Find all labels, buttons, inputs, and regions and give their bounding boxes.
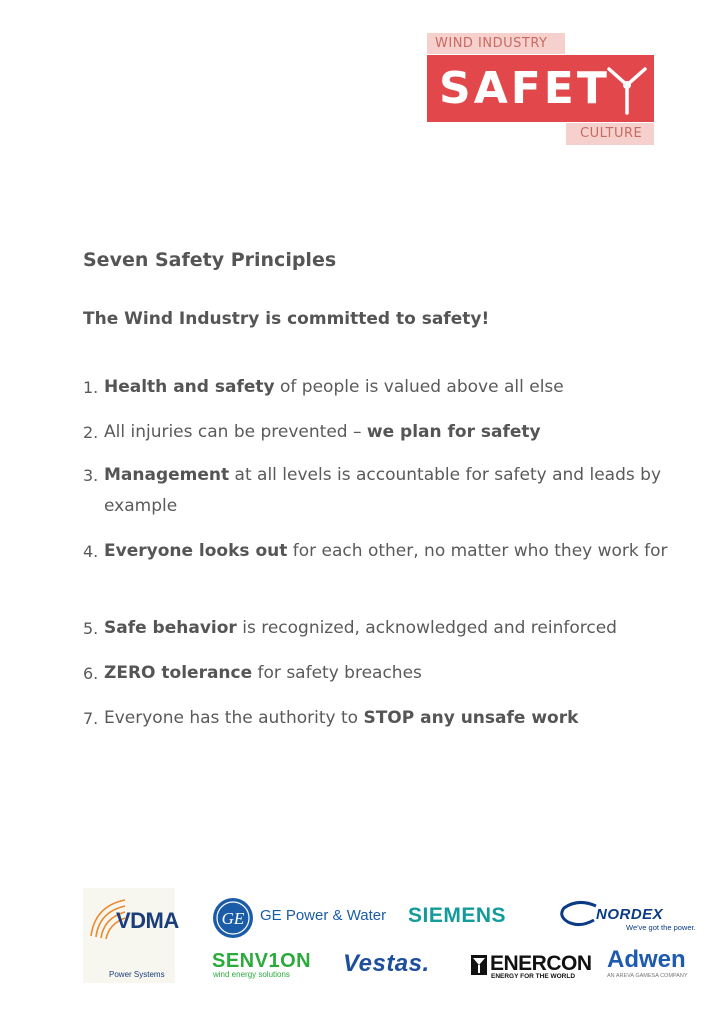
- principle-number: 5.: [83, 619, 99, 638]
- logo-bottom-text: CULTURE: [566, 123, 654, 145]
- principle-number: 2.: [83, 423, 99, 442]
- ge-monogram-icon: [212, 897, 254, 939]
- principle-plain: for safety breaches: [252, 663, 422, 683]
- principle-bold: Health and safety: [104, 377, 275, 397]
- principle-number: 4.: [83, 542, 99, 561]
- nordex-name: NORDEX: [596, 906, 664, 923]
- page-subtitle: The Wind Industry is committed to safety!: [83, 309, 490, 329]
- principle-number: 7.: [83, 709, 99, 728]
- enercon-mark-icon: [471, 955, 487, 975]
- senvion-name: SENV1ON: [212, 950, 312, 972]
- principle-plain: for each other, no matter who they work for: [287, 541, 668, 561]
- principle-text: [104, 536, 674, 567]
- adwen-name: Adwen: [607, 946, 686, 973]
- nordex-swirl-icon: [558, 898, 600, 930]
- enercon-name: ENERCON: [490, 952, 592, 975]
- principle-plain: Everyone has the authority to: [104, 708, 364, 728]
- siemens-name: SIEMENS: [408, 904, 507, 927]
- principle-bold: Everyone looks out: [104, 541, 288, 561]
- vestas-name: Vestas.: [343, 950, 430, 977]
- principle-plain: All injuries can be prevented –: [104, 422, 367, 442]
- logo-safety-text: SAFET: [439, 63, 610, 114]
- principle-number: 3.: [83, 466, 99, 485]
- principle-text: [104, 613, 674, 644]
- enercon-tagline: ENERGY FOR THE WORLD: [491, 973, 576, 980]
- principle-plain: of people is valued above all else: [274, 377, 564, 397]
- senvion-tagline: wind energy solutions: [213, 970, 290, 979]
- principle-text: [104, 460, 674, 522]
- principle-bold: Safe behavior: [104, 618, 237, 638]
- principle-number: 1.: [83, 378, 99, 397]
- principle-bold: ZERO tolerance: [104, 663, 253, 683]
- principle-text: [104, 703, 674, 734]
- ge-monogram: GE: [221, 909, 245, 928]
- logo-top-text: WIND INDUSTRY: [427, 33, 565, 54]
- principle-plain: at all levels is accountable for safety and leads by example: [104, 465, 662, 516]
- principle-text: [104, 372, 674, 403]
- wind-turbine-icon: [603, 61, 651, 117]
- logo-main-band: [427, 55, 654, 122]
- principle-plain: is recognized, acknowledged and reinforced: [236, 618, 617, 638]
- principle-number: 6.: [83, 664, 99, 683]
- principle-bold: we plan for safety: [366, 422, 541, 442]
- vdma-logo: [83, 888, 179, 983]
- page-title: Seven Safety Principles: [83, 249, 337, 271]
- principle-bold: Management: [104, 465, 230, 485]
- adwen-tagline: AN AREVA GAMESA COMPANY: [607, 973, 688, 979]
- principle-text: [104, 658, 674, 689]
- principle-text: [104, 417, 674, 448]
- principle-bold: STOP any unsafe work: [363, 708, 579, 728]
- vdma-subtitle: Power Systems: [109, 970, 165, 979]
- wind-industry-safety-culture-logo: [427, 33, 654, 145]
- ge-name: GE Power & Water: [260, 907, 387, 924]
- vdma-name: VDMA: [116, 908, 179, 933]
- nordex-tagline: We've got the power.: [626, 923, 696, 932]
